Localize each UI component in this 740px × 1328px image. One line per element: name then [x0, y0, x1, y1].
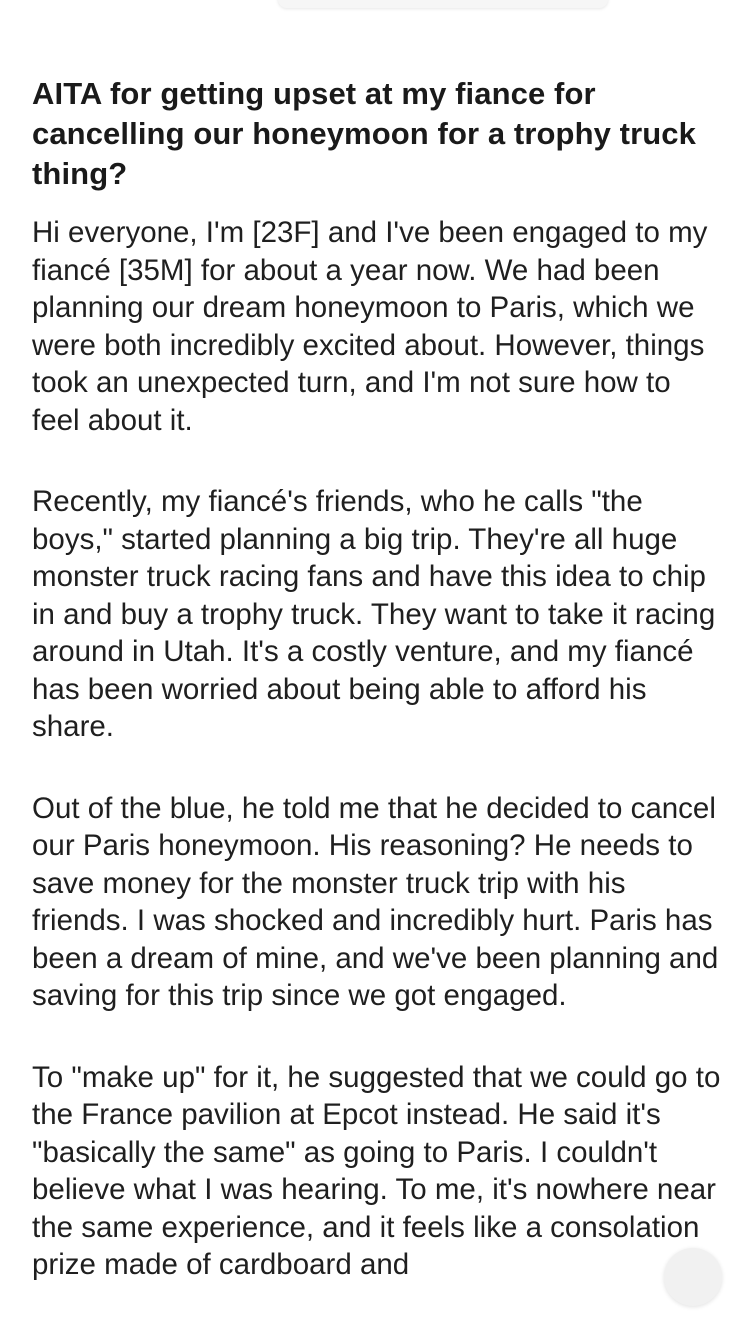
post-content	[32, 74, 722, 1328]
post-title: AITA for getting upset at my fiance for cancelling our honeymoon for a trophy truck thing?	[32, 76, 696, 191]
post-paragraph-1: Hi everyone, I'm [23F] and I've been engaged to my fiancé [35M] for about a year now. We had been planning our dream honeymoon to Paris, which we were both incredibly excited about. However, things took an unexpected turn, and I'm not sure how to feel about it.	[32, 216, 708, 437]
top-search-bar-edge[interactable]	[278, 0, 608, 8]
floating-action-button[interactable]	[664, 1248, 722, 1306]
post-paragraph-2: Recently, my fiancé's friends, who he calls "the boys," started planning a big trip. They're all huge monster truck racing fans and have this idea to chip in and buy a trophy truck. They want to take it racing around in Utah. It's a costly venture, and my fiancé has been worried about being able to afford his share.	[32, 485, 716, 743]
post-paragraph-4: To "make up" for it, he suggested that we could go to the France pavilion at Epcot instead. He said it's "basically the same" as going to Paris. I couldn't believe what I was hearing. To me, it's nowhere near the same experience, and it feels like a consolation prize made of cardboard and	[32, 1060, 721, 1281]
post-paragraph-3: Out of the blue, he told me that he decided to cancel our Paris honeymoon. His reasoning? He needs to save money for the monster truck trip with his friends. I was shocked and incredibly hurt. Paris has been a dream of mine, and we've been planning and saving for this trip since we got engaged.	[32, 791, 719, 1012]
post-body	[32, 214, 722, 1284]
